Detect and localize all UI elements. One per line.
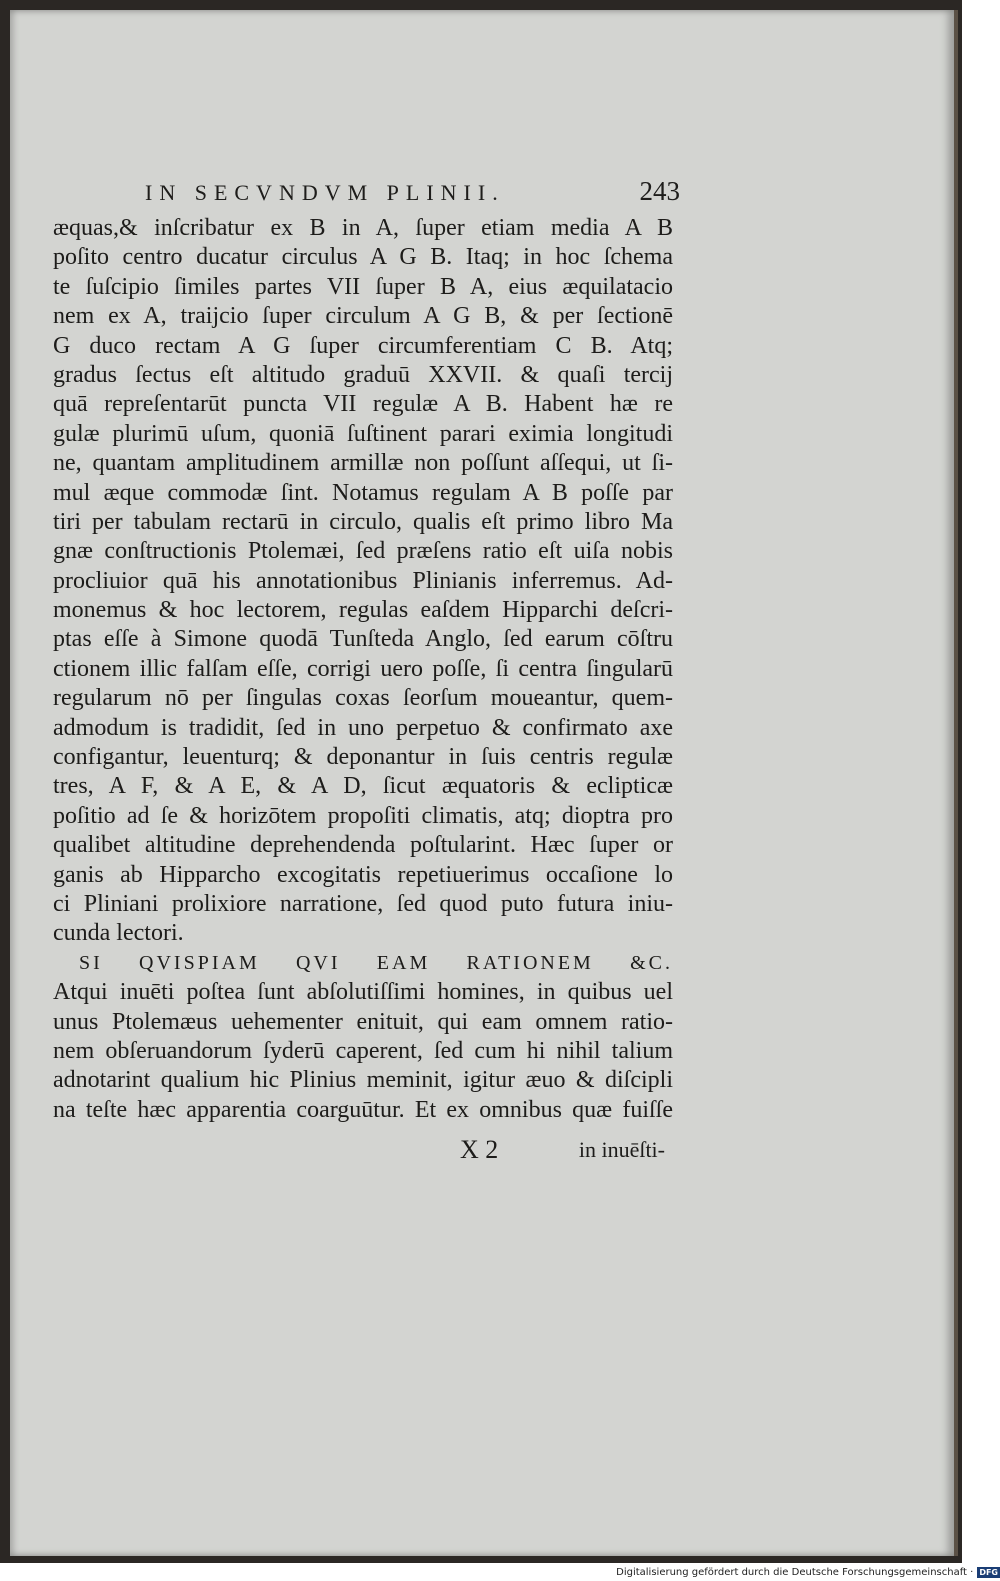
text-line: procliuior quā his annotationibus Plinianis inferremus. Ad- bbox=[53, 567, 673, 594]
text-line: monemus & hoc lectorem, regulas eaſdem Hipparchi deſcri- bbox=[53, 597, 673, 624]
text-line: G duco rectam A G ſuper circumferentiam C B. Atq; bbox=[53, 332, 673, 359]
text-line: unus Ptolemæus uehementer enituit, qui eam omnem ratio- bbox=[53, 1008, 673, 1035]
text-line: tiri per tabulam rectarū in circulo, qualis eſt primo libro Ma bbox=[53, 508, 673, 535]
text-line: nem ex A, traijcio ſuper circulum A G B, & per ſectionē bbox=[53, 303, 673, 330]
text-line: æquas,& inſcribatur ex B in A, ſuper etiam media A B bbox=[53, 215, 673, 241]
text-line: ctionem illic falſam eſſe, corrigi uero poſſe, ſi centra ſingularū bbox=[53, 655, 673, 682]
page-edge bbox=[954, 10, 958, 1556]
text-line: admodum is tradidit, ſed in uno perpetuo & confirmato axe bbox=[53, 714, 673, 741]
text-line: na teſte hæc apparentia coarguūtur. Et ex omnibus quæ fuiſſe bbox=[53, 1096, 673, 1123]
text-line: gradus ſectus eſt altitudo graduū XXVII. & quaſi tercij bbox=[53, 361, 673, 388]
text-line: cunda lectori. bbox=[53, 920, 184, 947]
digitization-credit bbox=[600, 1563, 1000, 1581]
running-head-title: IN SECVNDVM PLINII. bbox=[145, 180, 505, 205]
text-line: ci Pliniani prolixiore narratione, ſed quod puto futura iniu- bbox=[53, 890, 673, 917]
text-line: ganis ab Hipparcho excogitatis repetiuerimus occaſione lo bbox=[53, 861, 673, 888]
text-line: regularum nō per ſingulas coxas ſeorſum moueantur, quem- bbox=[53, 685, 673, 712]
text-line: ptas eſſe à Simone quodā Tunſteda Anglo, ſed earum cōſtru bbox=[53, 626, 673, 653]
running-head bbox=[145, 176, 680, 210]
credit-text: Digitalisierung gefördert durch die Deutsche Forschungsgemeinschaft · bbox=[616, 1566, 974, 1578]
text-line: gulæ plurimū uſum, quoniā ſuſtinent parari eximia longitudi bbox=[53, 420, 673, 447]
text-line: nem obſeruandorum ſyderū caperent, ſed cum hi nihil talium bbox=[53, 1037, 673, 1064]
dfg-logo: DFG bbox=[979, 1567, 998, 1577]
text-line: Atqui inuēti poſtea ſunt abſolutiſſimi homines, in quibus uel bbox=[53, 979, 673, 1006]
text-line: poſito centro ducatur circulus A G B. Itaq; in hoc ſchema bbox=[53, 244, 673, 271]
text-line: gnæ conſtructionis Ptolemæi, ſed præſens ratio eſt uiſa nobis bbox=[53, 538, 673, 565]
page-foot bbox=[460, 1135, 665, 1165]
catchword: in inuēſti- bbox=[578, 1137, 665, 1162]
section-heading: SI QVISPIAM QVI EAM RATIONEM &C. bbox=[79, 951, 673, 974]
text-line: quā repreſentarūt puncta VII regulæ A B. Habent hæ re bbox=[53, 391, 673, 418]
text-line: mul æque commodæ ſint. Notamus regulam A B poſſe par bbox=[53, 479, 673, 506]
body-text bbox=[53, 214, 673, 1125]
text-line: qualibet altitudine deprehendenda poſtularint. Hæc ſuper or bbox=[53, 832, 673, 859]
signature-mark: X 2 bbox=[460, 1135, 499, 1164]
text-line: te ſuſcipio ſimiles partes VII ſuper B A, eius æquilatacio bbox=[53, 273, 673, 300]
text-line: tres, A F, & A E, & A D, ſicut æquatoris & eclipticæ bbox=[53, 773, 673, 800]
text-line: poſitio ad ſe & horizōtem propoſiti climatis, atq; dioptra pro bbox=[53, 802, 673, 829]
page-number: 243 bbox=[639, 176, 680, 206]
text-line: adnotarint qualium hic Plinius meminit, igitur æuo & diſcipli bbox=[53, 1067, 673, 1094]
text-line: ne, quantam amplitudinem armillæ non poſſunt aſſequi, ut ſi- bbox=[53, 450, 673, 477]
text-line: configantur, leuenturq; & deponantur in ſuis centris regulæ bbox=[53, 744, 673, 771]
